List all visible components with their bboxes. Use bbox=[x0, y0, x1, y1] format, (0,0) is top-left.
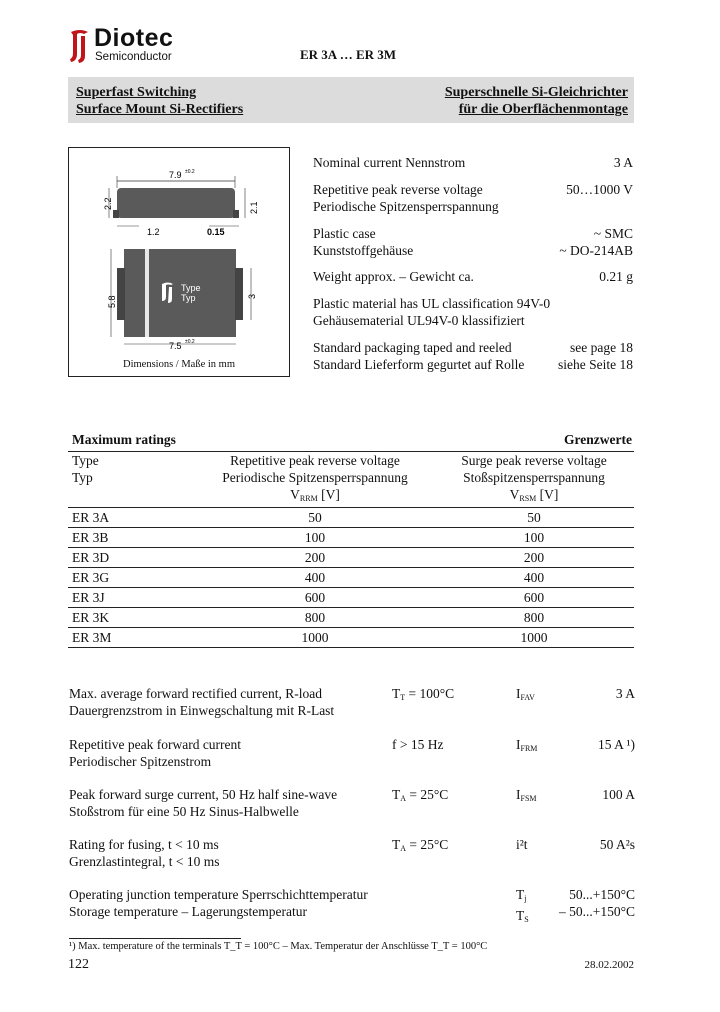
param-condition: $T_A = 25^\circ C$ bbox=[392, 837, 449, 853]
spec-reverse-voltage bbox=[313, 181, 633, 215]
param-desc-en: Operating junction temperature Sperrschichttemperatur bbox=[69, 887, 368, 902]
param-desc-en: Max. average forward rectified current, R-load bbox=[69, 686, 322, 701]
cell-vrsm: 50 bbox=[434, 508, 634, 528]
spec-value: see page 18 bbox=[570, 340, 633, 355]
param-symbol: i²t bbox=[516, 837, 528, 852]
banner-de-line1: Superschnelle Si-Gleichrichter bbox=[444, 85, 628, 100]
table-row bbox=[68, 548, 634, 568]
spec-label-de: Standard Lieferform gegurtet auf Rolle bbox=[313, 357, 525, 372]
logo-name: Diotec bbox=[94, 24, 174, 52]
spec-label: Plastic case bbox=[313, 226, 376, 241]
banner-de-line2: für die Oberflächenmontage bbox=[458, 102, 628, 117]
cell-vrsm: 400 bbox=[434, 568, 634, 588]
param-desc-de: Stoßstrom für eine 50 Hz Sinus-Halbwelle bbox=[69, 804, 299, 819]
cell-vrsm: 800 bbox=[434, 608, 634, 628]
spec-label: Standard packaging taped and reeled bbox=[313, 340, 512, 355]
cell-type: ER 3G bbox=[68, 568, 196, 588]
dim-left-height: 2.2 bbox=[103, 197, 113, 210]
dim-right-height: 2.1 bbox=[249, 201, 259, 214]
param-desc-de: Dauergrenzstrom in Einwegschaltung mit R-Last bbox=[69, 703, 335, 718]
spec-value: ~ SMC bbox=[593, 226, 633, 241]
ratings-title-de: Grenzwerte bbox=[564, 432, 632, 447]
table-row bbox=[68, 628, 634, 648]
type-label-en: Type bbox=[181, 283, 201, 293]
cell-vrsm: 100 bbox=[434, 528, 634, 548]
param-value: 100 A bbox=[602, 787, 635, 802]
logo-subtitle: Semiconductor bbox=[95, 51, 172, 63]
spec-value: 3 A bbox=[613, 155, 633, 170]
param-desc-de: Grenzlastintegral, t < 10 ms bbox=[69, 854, 220, 869]
ratings-header-row bbox=[68, 452, 634, 508]
spec-label-de: Gehäusematerial UL94V-0 klassifiziert bbox=[313, 313, 525, 328]
param-symbol: $I_{FRM}$ bbox=[516, 737, 538, 753]
banner-en-line2: Surface Mount Si-Rectifiers bbox=[76, 102, 244, 117]
package-top-body bbox=[124, 249, 236, 337]
ratings-title: Maximum ratings bbox=[72, 432, 176, 447]
param-condition: $T_T = 100^\circ C$ bbox=[392, 686, 455, 702]
part-range-title: ER 3A … ER 3M bbox=[300, 47, 397, 62]
spec-nominal-current bbox=[313, 154, 633, 171]
dim-lead-left: 1.2 bbox=[147, 227, 160, 237]
spec-label: Repetitive peak reverse voltage bbox=[313, 182, 483, 197]
package-drawing-box bbox=[68, 147, 290, 377]
issue-date: 28.02.2002 bbox=[584, 959, 634, 971]
param-value: 50 A²s bbox=[599, 837, 635, 852]
spec-value: 0.21 g bbox=[599, 269, 633, 284]
spec-label: Nominal current Nennstrom bbox=[313, 155, 466, 170]
param-value: 3 A bbox=[615, 686, 635, 701]
banner-german bbox=[445, 84, 628, 118]
dim-body-width-tol: ±0.2 bbox=[185, 339, 195, 345]
cell-vrrm: 800 bbox=[196, 608, 434, 628]
header-type: Type Typ bbox=[72, 453, 99, 485]
param-symbol: $T_j$ $T_S$ bbox=[516, 887, 529, 924]
footnote-divider bbox=[69, 938, 241, 939]
spec-plastic-case bbox=[313, 225, 633, 259]
cell-vrrm: 100 bbox=[196, 528, 434, 548]
type-label-de: Typ bbox=[181, 293, 196, 303]
param-desc-en: Repetitive peak forward current bbox=[69, 737, 242, 752]
table-row bbox=[68, 608, 634, 628]
spec-value-de: siehe Seite 18 bbox=[558, 357, 633, 372]
cell-vrrm: 400 bbox=[196, 568, 434, 588]
spec-label: Weight approx. – Gewicht ca. bbox=[313, 269, 474, 284]
spec-label-de: Kunststoffgehäuse bbox=[313, 243, 414, 258]
param-symbol: $I_{FAV}$ bbox=[516, 686, 535, 702]
title-banner bbox=[68, 77, 634, 123]
cell-type: ER 3D bbox=[68, 548, 196, 568]
dim-lead-right: 0.15 bbox=[207, 227, 225, 237]
dim-body-height: 5.8 bbox=[107, 295, 117, 308]
spec-weight bbox=[313, 268, 633, 285]
cell-type: ER 3M bbox=[68, 628, 196, 648]
spec-label-de: Periodische Spitzensperrspannung bbox=[313, 199, 499, 214]
spec-value: 50…1000 V bbox=[566, 182, 633, 197]
param-desc-en: Peak forward surge current, 50 Hz half sine-wave bbox=[69, 787, 338, 802]
spec-plastic-material bbox=[313, 295, 633, 329]
table-row bbox=[68, 568, 634, 588]
page-number: 122 bbox=[68, 957, 89, 972]
banner-en-line1: Superfast Switching bbox=[76, 85, 197, 100]
param-desc-de: Periodischer Spitzenstrom bbox=[69, 754, 212, 769]
footnote: ¹) Max. temperature of the terminals T_T = 100°C – Max. Temperatur der Anschlüsse T_T = 100°C bbox=[69, 941, 488, 952]
param-desc-en: Rating for fusing, t < 10 ms bbox=[69, 837, 219, 852]
cell-type: ER 3J bbox=[68, 588, 196, 608]
cell-vrrm: 200 bbox=[196, 548, 434, 568]
cell-vrrm: 50 bbox=[196, 508, 434, 528]
dim-body-width: 7.5 bbox=[169, 341, 182, 351]
spec-label: Plastic material has UL classification 94V-0 bbox=[313, 296, 551, 311]
dim-top-width-tol: ±0.2 bbox=[185, 169, 195, 175]
header-vrsm: Surge peak reverse voltage Stoßspitzensperrspannung $V_{RSM}$ [V] bbox=[461, 453, 607, 503]
cell-type: ER 3A bbox=[68, 508, 196, 528]
cell-vrsm: 1000 bbox=[434, 628, 634, 648]
dimension-caption: Dimensions / Maße in mm bbox=[123, 359, 235, 370]
cell-vrrm: 600 bbox=[196, 588, 434, 608]
package-side-body bbox=[117, 188, 235, 218]
table-row bbox=[68, 528, 634, 548]
param-value: 15 A ¹) bbox=[597, 737, 635, 752]
param-desc-de: Storage temperature – Lagerungstemperatur bbox=[69, 904, 308, 919]
dim-top-width: 7.9 bbox=[169, 170, 182, 180]
banner-english bbox=[76, 84, 243, 118]
param-condition: $T_A = 25^\circ C$ bbox=[392, 787, 449, 803]
spec-packaging bbox=[313, 339, 633, 373]
header-vrrm: Repetitive peak reverse voltage Periodische Spitzensperrspannung $V_{RRM}$ [V] bbox=[222, 453, 408, 503]
table-row bbox=[68, 508, 634, 528]
spec-value-de: ~ DO-214AB bbox=[559, 243, 633, 258]
diotec-logo-icon bbox=[68, 28, 92, 64]
table-row bbox=[68, 588, 634, 608]
param-value: 50...+150°C – 50...+150°C bbox=[558, 887, 635, 919]
param-condition: f > 15 Hz bbox=[392, 737, 444, 752]
cell-vrsm: 600 bbox=[434, 588, 634, 608]
cell-vrsm: 200 bbox=[434, 548, 634, 568]
ratings-table bbox=[68, 451, 634, 648]
cell-type: ER 3K bbox=[68, 608, 196, 628]
cell-vrrm: 1000 bbox=[196, 628, 434, 648]
param-symbol: $I_{FSM}$ bbox=[516, 787, 537, 803]
package-dimension-drawing bbox=[69, 148, 289, 353]
dim-body-right: 3 bbox=[247, 293, 257, 299]
cell-type: ER 3B bbox=[68, 528, 196, 548]
